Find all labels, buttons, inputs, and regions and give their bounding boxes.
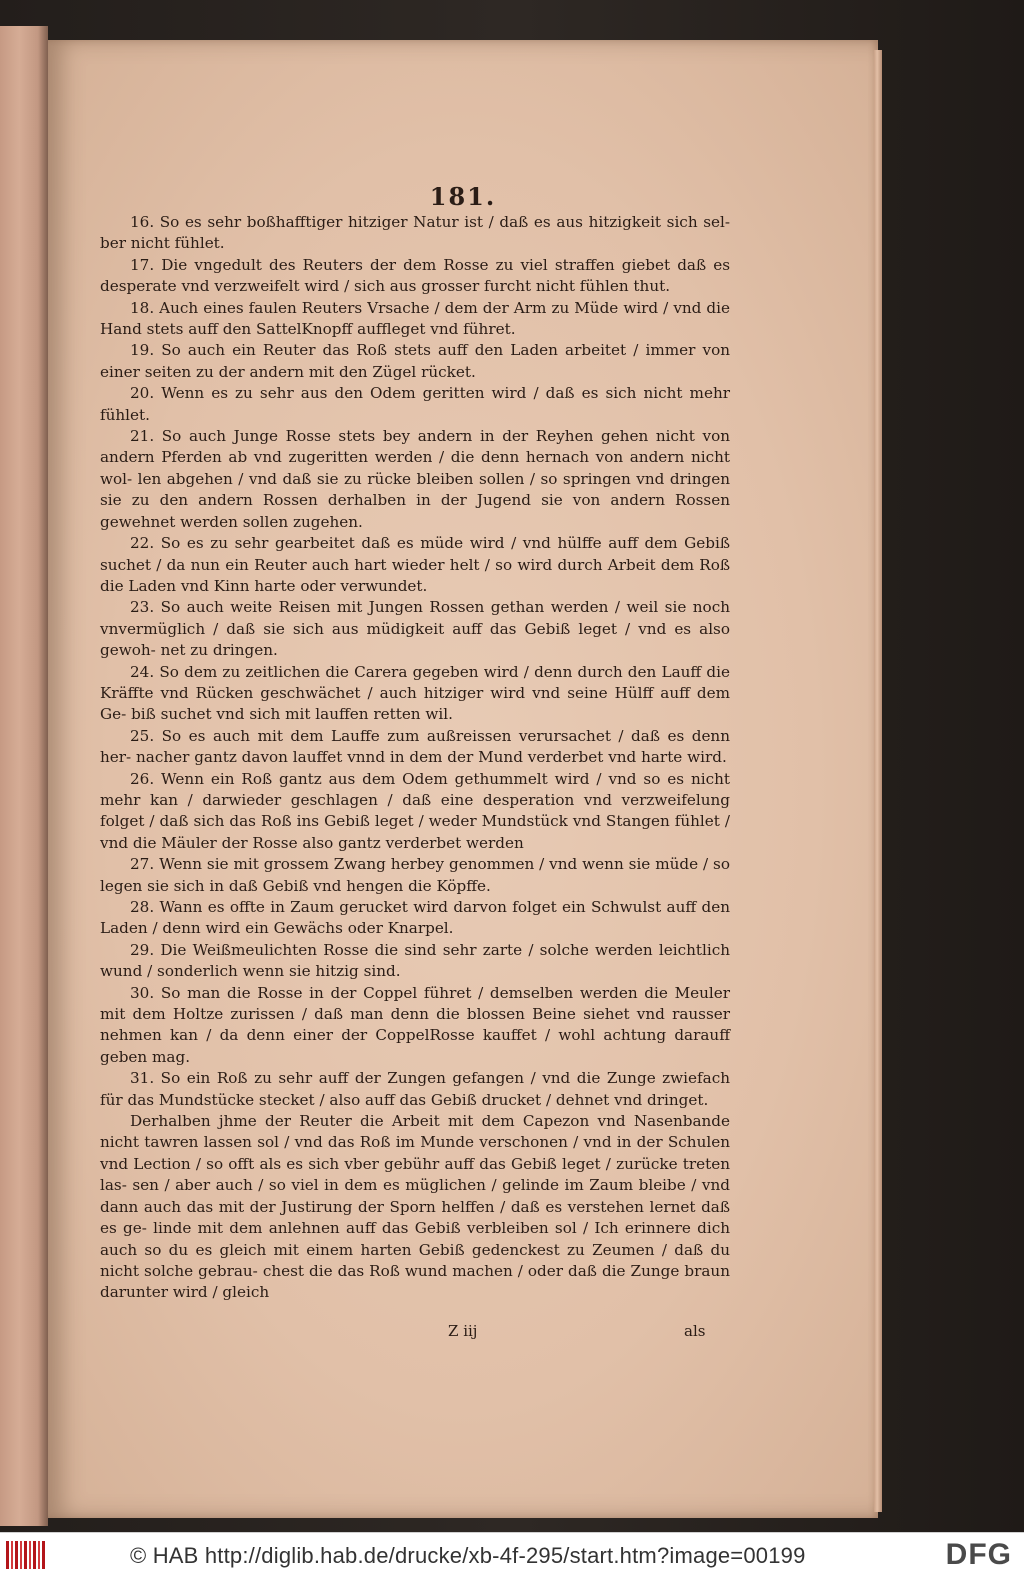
text-paragraph: 23. So auch weite Reisen mit Jungen Rossen gethan werden / weil sie noch vnvermüglich / daß sie sich aus müdigkeit auff das Gebiß leget / vnd es also gewoh- net zu dringen.	[100, 598, 730, 660]
text-paragraph: 19. So auch ein Reuter das Roß stets auff den Laden arbeitet / immer von einer seiten zu der andern mit den Zügel rücket.	[100, 341, 730, 381]
text-paragraph: 30. So man die Rosse in der Coppel führet / demselben werden die Meuler mit dem Holtze zurissen / daß man denn die blossen Beine siehet vnd rausser nehmen kan / da denn einer der CoppelRosse kauffet / wohl achtung darauff geben mag.	[100, 983, 730, 1066]
dfg-logo[interactable]: DFG	[945, 1538, 1012, 1571]
footer-bar	[0, 1532, 1024, 1578]
text-paragraph: Derhalben jhme der Reuter die Arbeit mit dem Capezon vnd Nasenbande nicht tawren lassen sol / vnd das Roß im Munde verschonen / vnd in der Schulen vnd Lection / so offt als es sich vber gebühr auff das Gebiß leget / zurücke treten las- sen / aber auch / so viel in dem es müglichen / gelinde im Zaum bleibe / vnd dann auch das mit der Justirung der Sporn helffen / daß es verstehen lernet daß es ge- linde mit dem anlehnen auff das Gebiß verbleiben sol / Ich erinnere dich auch so du es gleich mit einem harten Gebiß gedenckest zu Zeumen / daß du nicht solche gebrau- chest die das Roß wund machen / oder daß die Zunge braun darunter wird / gleich	[100, 1112, 730, 1302]
text-paragraph: 24. So dem zu zeitlichen die Carera gegeben wird / denn durch den Lauff die Kräffte vnd Rücken geschwächet / auch hitziger wird vnd seine Hülff auff dem Ge- biß suchet vnd sich mit lauffen retten wil.	[100, 662, 730, 724]
catchword: als	[684, 1322, 706, 1340]
copyright-link[interactable]: © HAB http://diglib.hab.de/drucke/xb-4f-295/start.htm?image=00199	[130, 1543, 806, 1568]
text-paragraph: 25. So es auch mit dem Lauffe zum außreissen verursachet / daß es denn her- nacher gantz davon lauffet vnnd in dem der Mund verderbet vnd harte wird.	[100, 726, 730, 767]
page-text-block	[100, 212, 730, 1304]
book-page	[48, 40, 878, 1518]
text-paragraph: 21. So auch Junge Rosse stets bey andern in der Reyhen gehen nicht von andern Pferden ab vnd zugeritten werden / die denn hernach von andern nicht wol- len abgehen / vnd daß sie zu rücke bleiben sollen / so springen vnd dringen sie zu den andern Rossen derhalben in der Jugend sie von andern Rossen gewehnet werden sollen zugehen.	[100, 427, 730, 531]
page-fore-edge	[874, 50, 882, 1512]
text-paragraph: 18. Auch eines faulen Reuters Vrsache / dem der Arm zu Müde wird / vnd die Hand stets auff den SattelKnopff auffleget vnd führet.	[100, 298, 730, 339]
page-number: 181.	[429, 182, 497, 211]
text-paragraph: 20. Wenn es zu sehr aus den Odem geritten wird / daß es sich nicht mehr fühlet.	[100, 384, 730, 424]
text-paragraph: 28. Wann es offte in Zaum gerucket wird darvon folget ein Schwulst auff den Laden / denn wird ein Gewächs oder Knarpel.	[100, 898, 730, 938]
text-paragraph: 31. So ein Roß zu sehr auff der Zungen gefangen / vnd die Zunge zwiefach für das Mundstücke stecket / also auff das Gebiß drucket / dehnet vnd dringet.	[100, 1069, 730, 1109]
text-paragraph: 29. Die Weißmeulichten Rosse die sind sehr zarte / solche werden leichtlich wund / sonderlich wenn sie hitzig sind.	[100, 940, 730, 981]
text-paragraph: 16. So es sehr boßhafftiger hitziger Natur ist / daß es aus hitzigkeit sich sel- ber nicht fühlet.	[100, 213, 730, 253]
text-paragraph: 26. Wenn ein Roß gantz aus dem Odem gethummelt wird / vnd so es nicht mehr kan / darwieder geschlagen / daß eine desperation vnd verzweifelung folget / daß sich das Roß ins Gebiß leget / weder Mundstück vnd Stangen fühlet / vnd die Mäuler der Rosse also gantz verderbet werden	[100, 769, 730, 852]
text-paragraph: 27. Wenn sie mit grossem Zwang herbey genommen / vnd wenn sie müde / so legen sie sich in daß Gebiß vnd hengen die Köpffe.	[100, 855, 730, 895]
gutter-shadow	[38, 26, 48, 1526]
hab-logo-icon[interactable]	[6, 1541, 46, 1569]
signature-mark: Z iij	[448, 1322, 478, 1340]
text-paragraph: 22. So es zu sehr gearbeitet daß es müde wird / vnd hülffe auff dem Gebiß suchet / da nun ein Reuter auch hart wieder helt / so wird durch Arbeit dem Roß die Laden vnd Kinn harte oder verwundet.	[100, 534, 730, 595]
text-paragraph: 17. Die vngedult des Reuters der dem Rosse zu viel straffen giebet daß es desperate vnd verzweifelt wird / sich aus grosser furcht nicht fühlen thut.	[100, 255, 730, 296]
